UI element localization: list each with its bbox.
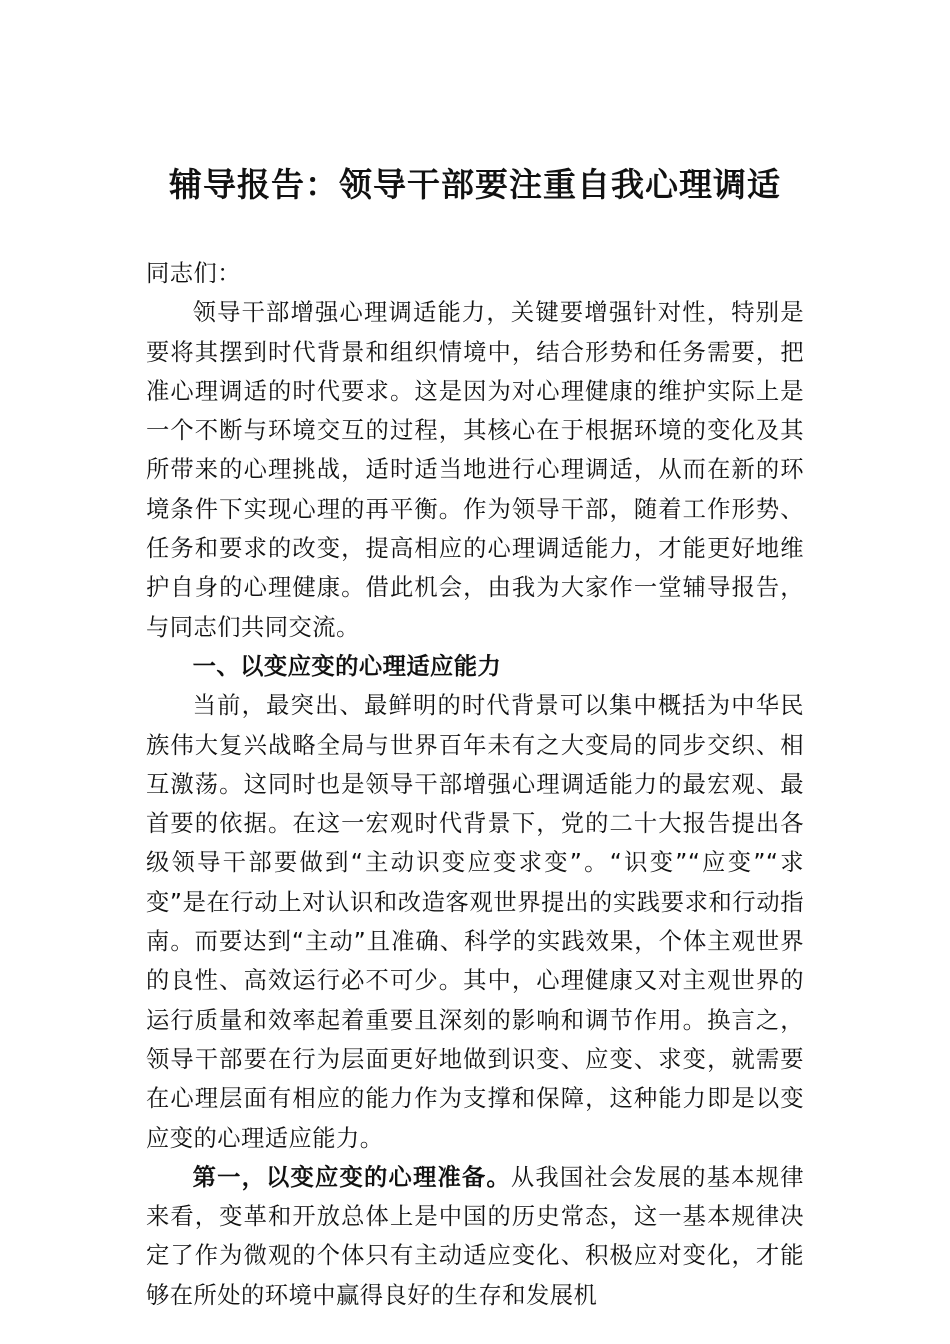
section-heading-1: 一、以变应变的心理适应能力: [192, 652, 502, 680]
paragraph-section-1: 当前，最突出、最鲜明的时代背景可以集中概括为中华民族伟大复兴战略全局与世界百年未有之大变局的同步交织、相互激荡。这同时也是领导干部增强心理调适能力的最宏观、最首要的依据。在这一宏观时代背景下，党的二十大报告提出各级领导干部要做到“主动识变应变求变”。“识变”“应变”“求变”是在行动上对认识和改造客观世界提出的实践要求和行动指南。而要达到“主动”且准确、科学的实践效果，个体主观世界的良性、高效运行必不可少。其中，心理健康又对主观世界的运行质量和效率起着重要且深刻的影响和调节作用。换言之，领导干部要在行为层面更好地做到识变、应变、求变，就需要在心理层面有相应的能力作为支撑和保障，这种能力即是以变应变的心理适应能力。: [146, 692, 804, 1152]
point-text: 从我国社会发展的基本规律来看，变革和开放总体上是中国的历史常态，这一基本规律决定了作为微观的个体只有主动适应变化、积极应对变化，才能够在所处的环境中赢得良好的生存和发展机: [146, 1163, 804, 1309]
salutation: 同志们：: [146, 260, 241, 287]
point-lead: 第一，以变应变的心理准备。: [192, 1163, 511, 1191]
paragraph-point-1: [146, 1158, 804, 1315]
document-body: [146, 254, 804, 1315]
document-title: 辅导报告：领导干部要注重自我心理调适: [169, 165, 781, 204]
paragraph-intro: 领导干部增强心理调适能力，关键要增强针对性，特别是要将其摆到时代背景和组织情境中，结合形势和任务需要，把准心理调适的时代要求。这是因为对心理健康的维护实际上是一个不断与环境交互的过程，其核心在于根据环境的变化及其所带来的心理挑战，适时适当地进行心理调适，从而在新的环境条件下实现心理的再平衡。作为领导干部，随着工作形势、任务和要求的改变，提高相应的心理调适能力，才能更好地维护自身的心理健康。借此机会，由我为大家作一堂辅导报告，与同志们共同交流。: [146, 299, 804, 641]
